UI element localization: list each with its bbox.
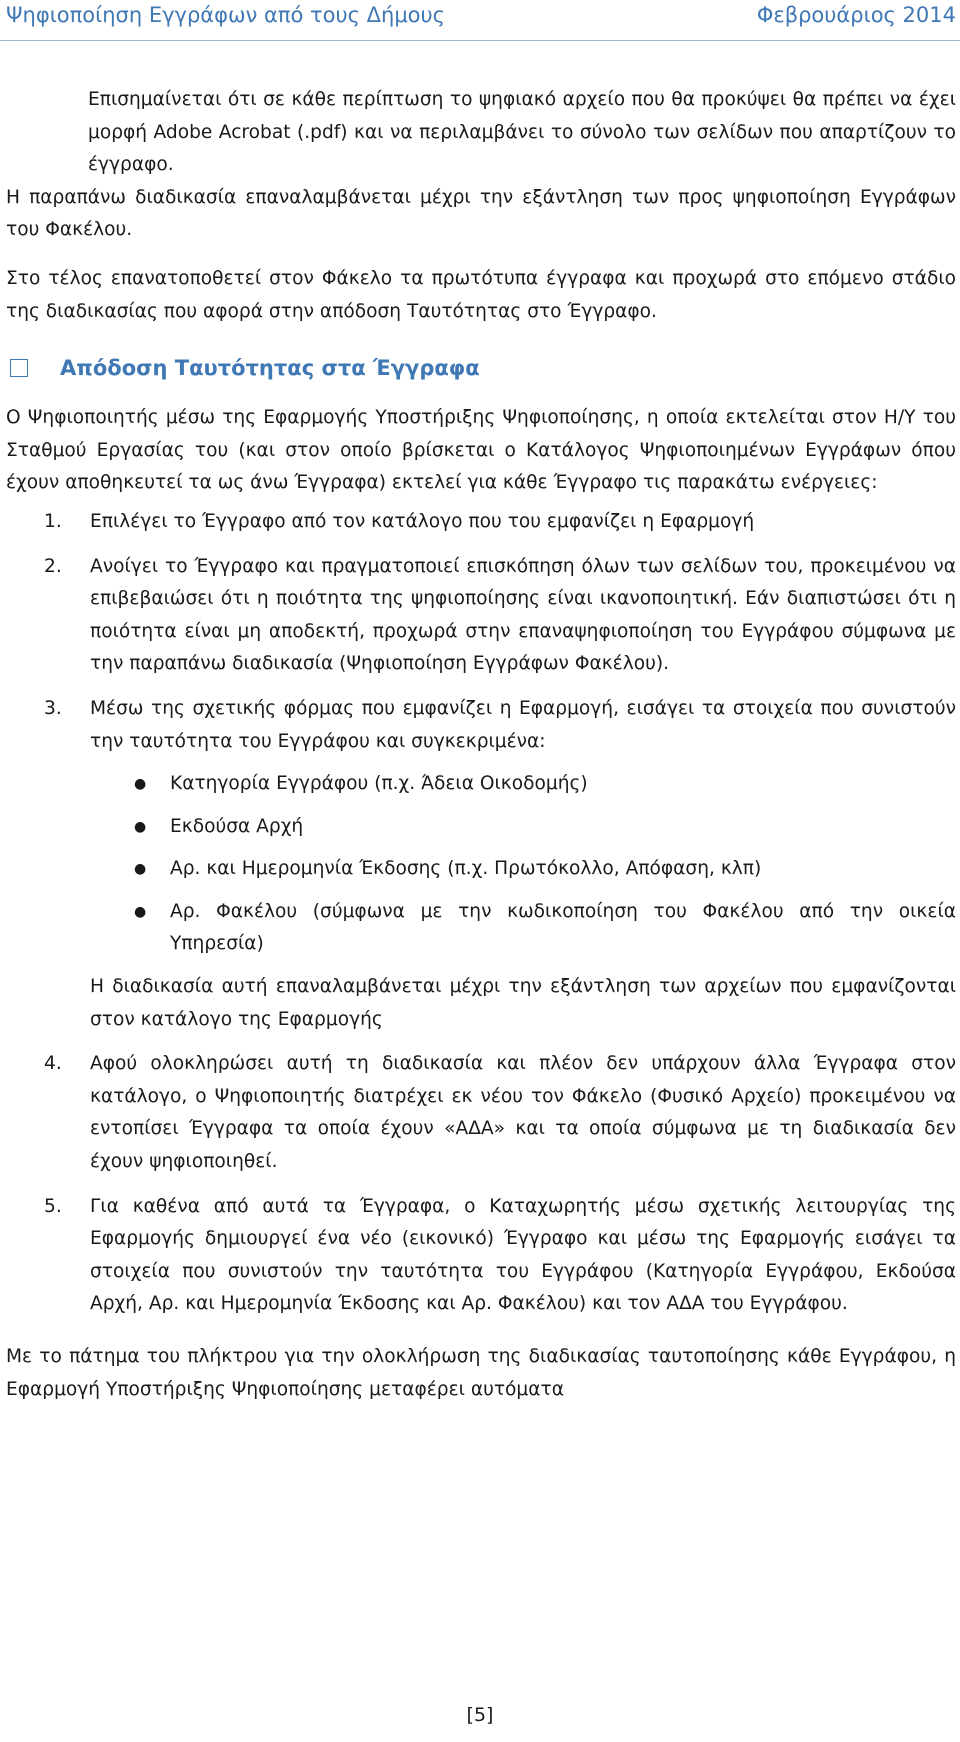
- step-text: Αφού ολοκληρώσει αυτή τη διαδικασία και πλέον δεν υπάρχουν άλλα Έγγραφα στον κατάλογο, ο Ψηφιοποιητής διατρέχει εκ νέου τον Φάκελο (Φυσικό Αρχείο) προκειμένου να εντοπίσει Έγγραφα τα οποία έχουν «ΑΔΑ» και τα οποία σύμφωνα με τη διαδικασία δεν έχουν ψηφιοποιηθεί.: [90, 1053, 956, 1173]
- list-item: [6, 551, 956, 681]
- step3-followup-text: Η διαδικασία αυτή επαναλαμβάνεται μέχρι την εξάντληση των αρχείων που εμφανίζονται στον κατάλογο της Εφαρμογής: [90, 976, 956, 1030]
- steps-list: [6, 506, 956, 1321]
- page-header: [0, 0, 960, 41]
- bullet-item: [90, 811, 956, 844]
- bullet-text: Αρ. και Ημερομηνία Έκδοσης (π.χ. Πρωτόκολλο, Απόφαση, κλπ): [170, 858, 762, 880]
- bullet-dot-icon: ●: [134, 776, 147, 793]
- bullet-text: Κατηγορία Εγγράφου (π.χ. Άδεια Οικοδομής): [170, 773, 588, 795]
- step-number: 5.: [44, 1195, 62, 1217]
- step-body: [90, 693, 956, 1036]
- bullet-dot-icon: ●: [134, 903, 147, 920]
- page-number: [5]: [466, 1704, 494, 1726]
- paragraph-repeat-process: Η παραπάνω διαδικασία επαναλαμβάνεται μέχρι την εξάντληση των προς ψηφιοποίηση Εγγράφων του Φακέλου.: [6, 186, 956, 241]
- bullet-text: Αρ. Φακέλου (σύμφωνα με την κωδικοποίηση του Φακέλου από την οικεία Υπηρεσία): [170, 900, 956, 955]
- step-number: 4.: [44, 1053, 62, 1075]
- step-text: Επιλέγει το Έγγραφο από τον κατάλογο που του εμφανίζει η Εφαρμογή: [90, 510, 755, 532]
- identity-fields-list: [90, 768, 956, 961]
- step-text: Για καθένα από αυτά τα Έγγραφα, ο Καταχωρητής μέσω σχετικής λειτουργίας της Εφαρμογής δημιουργεί ένα νέο (εικονικό) Έγγραφο και μέσω της Εφαρμογής εισάγει τα στοιχεία που συνιστούν την ταυτότητα του Εγγράφου (Κατηγορία Εγγράφου, Εκδούσα Αρχή, Αρ. και Ημερομηνία Έκδοσης και Αρ. Φακέλου) και τον ΑΔΑ του Εγγράφου.: [90, 1195, 956, 1315]
- step-number: 2.: [44, 555, 62, 577]
- step-text: Μέσω της σχετικής φόρμας που εμφανίζει η Εφαρμογή, εισάγει τα στοιχεία που συνιστούν την ταυτότητα του Εγγράφου και συγκεκριμένα:: [90, 697, 956, 752]
- step-number: 3.: [44, 697, 62, 719]
- bullet-item: [90, 853, 956, 886]
- list-item: [6, 1048, 956, 1178]
- step-text: Ανοίγει το Έγγραφο και πραγματοποιεί επισκόπηση όλων των σελίδων του, προκειμένου να επιβεβαιώσει ότι η ποιότητα της ψηφιοποίησης είναι ικανοποιητική. Εάν διαπιστώσει ότι η ποιότητα είναι μη αποδεκτή, προχωρά στην επαναψηφιοποίηση του Εγγράφου σύμφωνα με την παραπάνω διαδικασία (Ψηφιοποίηση Εγγράφων Φακέλου).: [90, 555, 956, 675]
- paragraph-pdf-format: Επισημαίνεται ότι σε κάθε περίπτωση το ψηφιακό αρχείο που θα προκύψει θα πρέπει να έχει μορφή Adobe Acrobat (.pdf) και να περιλαμβάνει το σύνολο των σελίδων που απαρτίζουν το έγγραφο.: [88, 89, 956, 176]
- bullet-item: [90, 768, 956, 801]
- header-date: Φεβρουάριος 2014: [756, 3, 956, 27]
- paragraph-return-originals: Στο τέλος επανατοποθετεί στον Φάκελο τα πρωτότυπα έγγραφα και προχωρά στο επόμενο στάδιο της διαδικασίας που αφορά στην απόδοση Ταυτότητας στο Έγγραφο.: [6, 267, 956, 322]
- section-title: Απόδοση Ταυτότητας στα Έγγραφα: [60, 355, 480, 380]
- step-number: 1.: [44, 510, 62, 532]
- closing-paragraph: Με το πάτημα του πλήκτρου για την ολοκλήρωση της διαδικασίας ταυτοποίησης κάθε Εγγράφου, η Εφαρμογή Υποστήριξης Ψηφιοποίησης μεταφέρει αυτόματα: [6, 1346, 956, 1400]
- section-intro-paragraph: Ο Ψηφιοποιητής μέσω της Εφαρμογής Υποστήριξης Ψηφιοποίησης, η οποία εκτελείται στον Η/Υ του Σταθμού Εργασίας του (και στον οποίο βρίσκεται ο Κατάλογος Ψηφιοποιημένων Εγγράφων όπου έχουν αποθηκευτεί τα ως άνω Έγγραφα) εκτελεί για κάθε Έγγραφο τις παρακάτω ενέργειες:: [6, 407, 956, 494]
- header-document-title: Ψηφιοποίηση Εγγράφων από τους Δήμους: [6, 3, 446, 27]
- document-body: [6, 84, 956, 1406]
- bullet-text: Εκδούσα Αρχή: [170, 815, 304, 837]
- bullet-item: [90, 896, 956, 961]
- checkbox-bullet-icon: [10, 359, 28, 377]
- list-item: [6, 693, 956, 1036]
- list-item: [6, 1191, 956, 1321]
- bullet-dot-icon: ●: [134, 861, 147, 878]
- list-item: [6, 506, 956, 539]
- section-heading: [6, 352, 956, 384]
- bullet-dot-icon: ●: [134, 818, 147, 835]
